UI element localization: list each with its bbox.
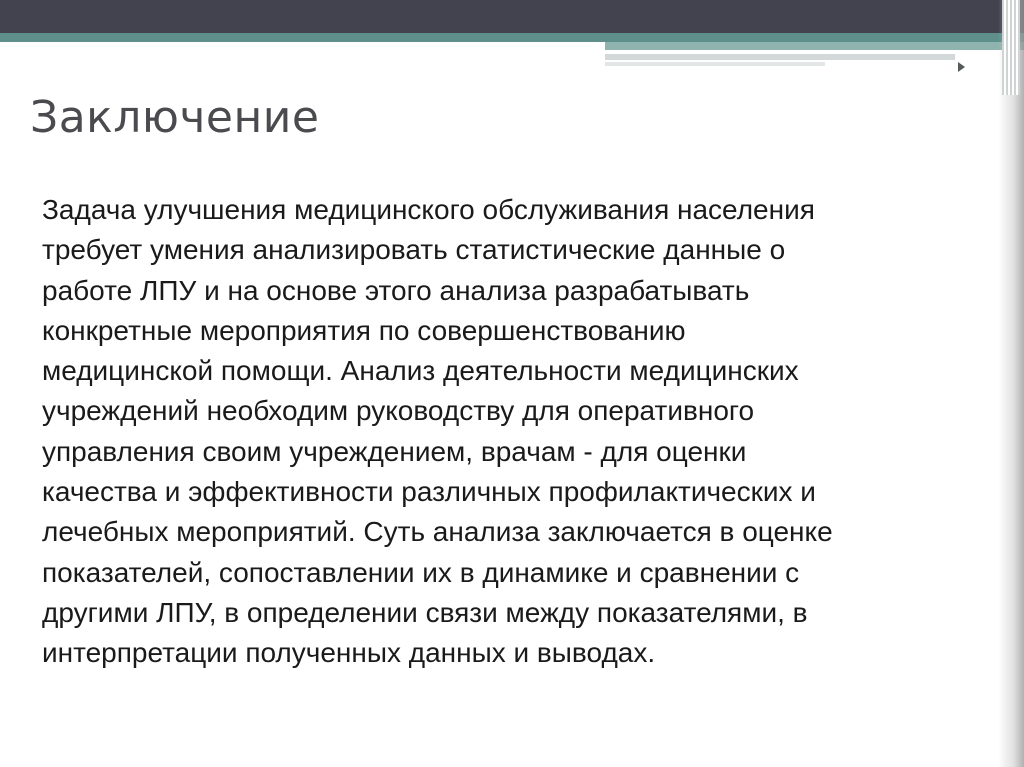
body-line: учреждений необходим руководству для оперативного xyxy=(42,395,755,427)
body-line: лечебных мероприятий. Суть анализа заключается в оценке xyxy=(42,516,833,548)
body-line: другими ЛПУ, в определении связи между показателями, в xyxy=(42,596,808,628)
body-line: медицинской помощи. Анализ деятельности медицинских xyxy=(42,355,799,387)
slide-title: Заключение xyxy=(30,92,320,143)
body-line: требует умения анализировать статистические данные о xyxy=(42,234,786,266)
triangle-marker-icon xyxy=(958,62,965,72)
body-line: интерпретации полученных данных и выводах. xyxy=(42,637,656,669)
body-line: конкретные мероприятия по совершенствованию xyxy=(42,314,686,346)
body-line: работе ЛПУ и на основе этого анализа разрабатывать xyxy=(42,274,750,306)
header-accent-line xyxy=(605,54,955,60)
slide-body xyxy=(42,190,1002,674)
header-band-teal-light xyxy=(605,42,1024,50)
page-edge-lines xyxy=(1002,0,1020,95)
header-band-teal xyxy=(0,33,1024,42)
body-line: качества и эффективности различных профилактических и xyxy=(42,476,816,508)
body-line: показателей, сопоставлении их в динамике и сравнении с xyxy=(42,556,800,588)
body-line: управления своим учреждением, врачам - для оценки xyxy=(42,435,747,467)
header-accent-line-secondary xyxy=(605,62,825,66)
header-band-dark xyxy=(0,0,1024,33)
body-line: Задача улучшения медицинского обслуживания населения xyxy=(42,194,815,225)
